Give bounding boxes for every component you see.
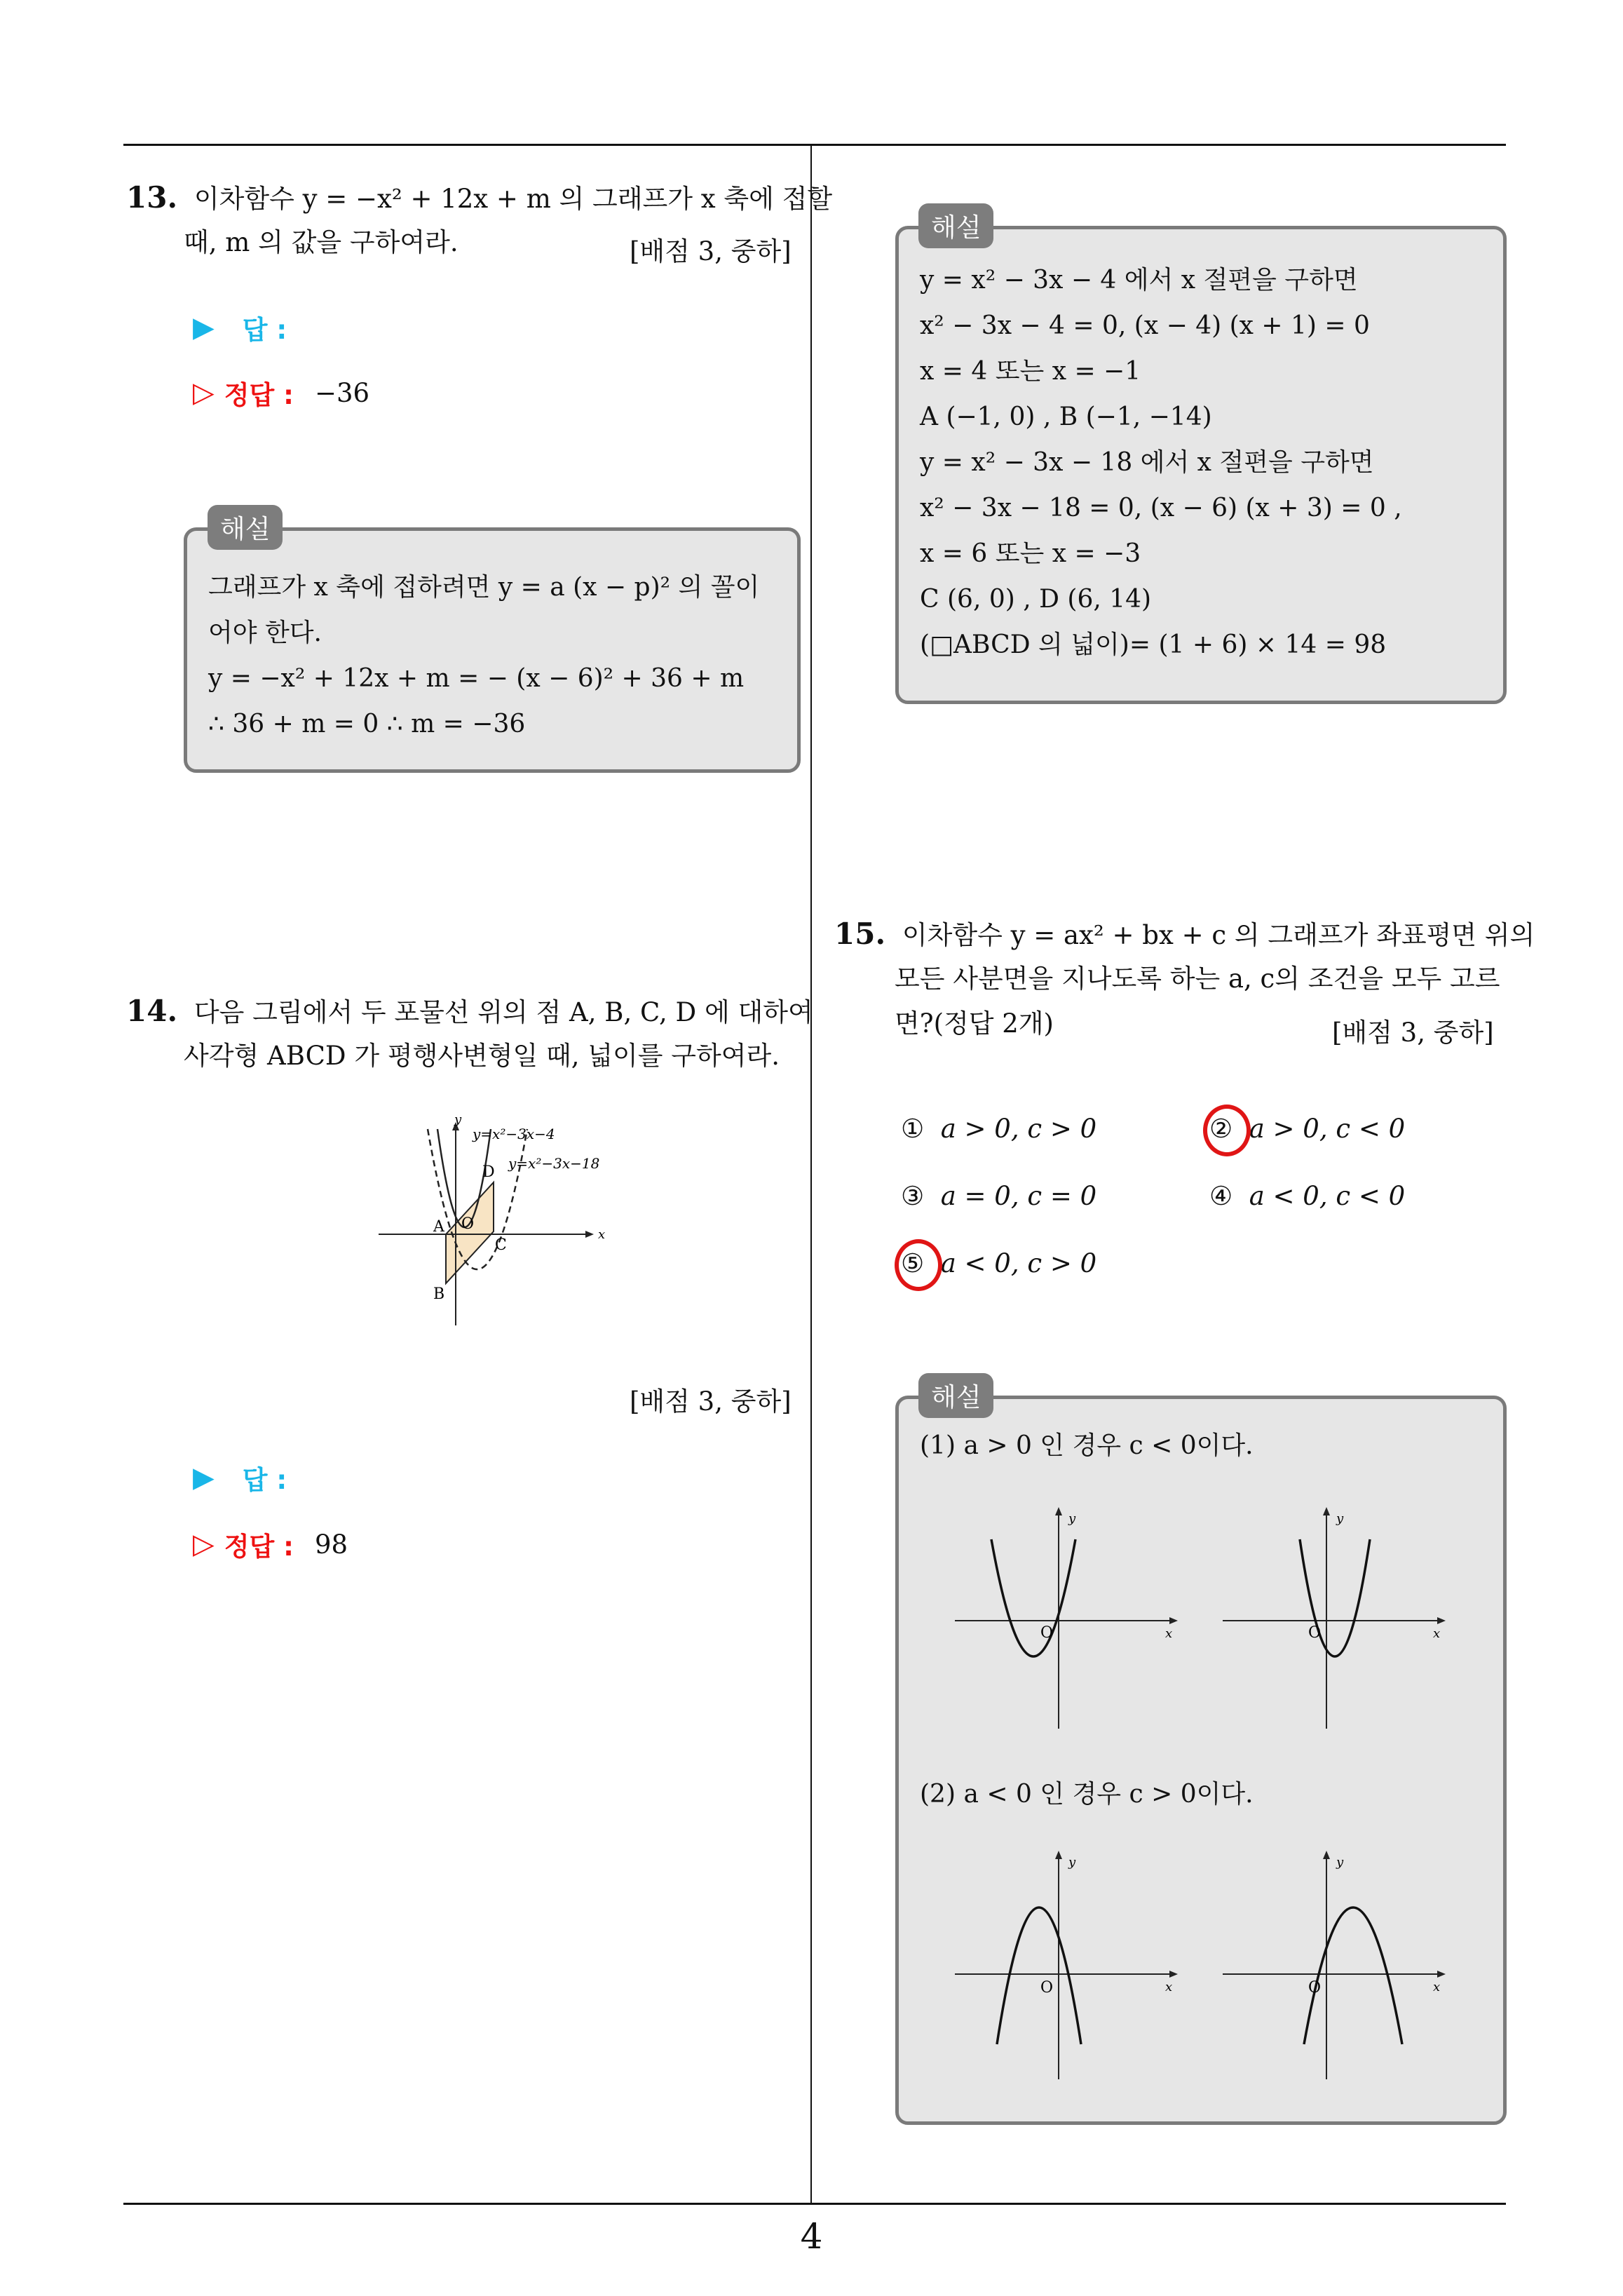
question-text-line1: 다음 그림에서 두 포물선 위의 점 A, B, C, D 에 대하여 (193, 997, 813, 1027)
correct-value: −36 (314, 377, 370, 408)
explanation-line: A (−1, 0) , B (−1, −14) (920, 403, 1212, 431)
answer-label: 답 : (242, 315, 287, 345)
question-number: 13. (126, 180, 178, 215)
case-2-text: (2) a < 0 인 경우 c > 0이다. (920, 1780, 1254, 1809)
question-text-line1: 이차함수 y = ax² + bx + c 의 그래프가 좌표평면 위의 (902, 920, 1535, 950)
question-15 (834, 912, 1535, 958)
graph-origin-label: O (1040, 1624, 1054, 1642)
parabola-figure (365, 1115, 617, 1339)
choice-mark: ① (901, 1114, 925, 1144)
explanation-tag: 해설 (208, 505, 283, 550)
explanation-box (895, 1396, 1507, 2125)
fig-point-b: B (433, 1285, 445, 1303)
choice-text: a > 0, c < 0 (1249, 1114, 1406, 1144)
choice-3[interactable] (901, 1181, 1096, 1211)
explanation-line: y = x² − 3x − 4 에서 x 절편을 구하면 (920, 266, 1358, 295)
explanation-line: C (6, 0) , D (6, 14) (920, 585, 1152, 614)
downward-parabola-graph-1 (955, 1848, 1186, 2086)
explanation-line: x² − 3x − 18 = 0, (x − 6) (x + 3) = 0 , (920, 494, 1402, 522)
explanation-line: 어야 한다. (208, 619, 322, 647)
y-axis-arrow-icon (1055, 1507, 1062, 1515)
choice-mark: ② (1209, 1114, 1233, 1144)
explanation-tag: 해설 (918, 203, 993, 248)
graph-origin-label: O (1040, 1979, 1054, 1997)
fig-y-label: y (454, 1115, 462, 1127)
explanation-line: x = 4 또는 x = −1 (920, 357, 1141, 386)
fig-eq2: y=x²−3x−18 (508, 1155, 600, 1172)
y-axis-arrow-icon (1055, 1851, 1062, 1859)
explanation-line: 그래프가 x 축에 접하려면 y = a (x − p)² 의 꼴이 (208, 573, 760, 602)
explanation-tag: 해설 (918, 1373, 993, 1418)
fig-eq1: y=x²−3x−4 (473, 1126, 555, 1142)
fig-x-label: x (598, 1227, 606, 1242)
play-arrow-icon: ▶ (193, 1461, 215, 1494)
choice-mark: ③ (901, 1181, 925, 1211)
graph-x-label: x (1433, 1980, 1441, 1994)
graph-origin-label: O (1308, 1624, 1322, 1642)
selected-circle-icon (1203, 1105, 1251, 1156)
y-axis-arrow-icon (1323, 1507, 1330, 1515)
column-divider (810, 146, 812, 2203)
question-15-line3: 면?(정답 2개) (895, 1008, 1054, 1039)
question-15-line2: 모든 사분면을 지나도록 하는 a, c의 조건을 모두 고르 (895, 964, 1500, 994)
outline-arrow-icon: ▷ (193, 1528, 215, 1560)
graph-y-label: y (1068, 1511, 1076, 1526)
explanation-line: ∴ 36 + m = 0 ∴ m = −36 (208, 710, 526, 738)
correct-label: 정답 : (224, 380, 294, 410)
fig-point-a: A (433, 1218, 444, 1236)
upward-parabola-graph-1 (955, 1504, 1186, 1736)
x-axis-arrow-icon (1437, 1617, 1446, 1624)
explanation-box (184, 527, 801, 773)
parabola-curve (991, 1539, 1075, 1656)
choice-mark: ⑤ (901, 1248, 925, 1278)
score-label: [배점 3, 중하] (1332, 1018, 1494, 1048)
graph-y-label: y (1068, 1855, 1076, 1870)
graph-x-label: x (1165, 1980, 1173, 1994)
bottom-rule (123, 2203, 1506, 2205)
parabola-curve (997, 1907, 1081, 2044)
graph-x-label: x (1433, 1626, 1441, 1641)
outline-arrow-icon: ▷ (193, 377, 215, 409)
fig-point-d: D (482, 1163, 495, 1181)
parallelogram-abcd (446, 1182, 494, 1283)
correct-value: 98 (314, 1529, 348, 1560)
choice-4[interactable] (1209, 1181, 1405, 1211)
score-label: [배점 3, 중하] (630, 1386, 792, 1417)
choice-1[interactable] (901, 1114, 1096, 1144)
correct-label: 정답 : (224, 1532, 294, 1562)
downward-parabola-graph-2 (1223, 1848, 1454, 2086)
y-axis-arrow-icon (1323, 1851, 1330, 1859)
top-rule (123, 144, 1506, 146)
question-14 (126, 989, 813, 1035)
page-number: 4 (800, 2216, 823, 2257)
choice-mark: ④ (1209, 1181, 1233, 1211)
question-13-line2: 때, m 의 값을 구하여라. (184, 227, 459, 257)
upward-parabola-graph-2 (1223, 1504, 1454, 1736)
question-number: 14. (126, 994, 178, 1028)
graph-origin-label: O (1308, 1979, 1322, 1997)
x-axis-arrow-icon (1169, 1971, 1178, 1978)
fig-origin-o: O (461, 1215, 475, 1233)
explanation-line: x = 6 또는 x = −3 (920, 539, 1141, 568)
parabola-curve (1304, 1907, 1402, 2044)
explanation-line: y = −x² + 12x + m = − (x − 6)² + 36 + m (208, 664, 745, 693)
choice-text: a > 0, c > 0 (940, 1114, 1097, 1144)
x-axis-arrow-icon (585, 1231, 594, 1238)
explanation-line: x² − 3x − 4 = 0, (x − 4) (x + 1) = 0 (920, 311, 1370, 340)
selected-circle-icon (895, 1239, 942, 1291)
question-14-line2: 사각형 ABCD 가 평행사변형일 때, 넓이를 구하여라. (184, 1041, 780, 1071)
graph-y-label: y (1336, 1855, 1344, 1870)
explanation-line: (□ABCD 의 넓이)= (1 + 6) × 14 = 98 (920, 630, 1387, 659)
play-arrow-icon: ▶ (193, 311, 215, 344)
question-13 (126, 175, 832, 222)
answer-label: 답 : (242, 1465, 287, 1495)
question-number: 15. (834, 917, 886, 951)
answer-row (193, 1459, 287, 1497)
choice-text: a < 0, c > 0 (940, 1248, 1097, 1278)
x-axis-arrow-icon (1169, 1617, 1178, 1624)
correct-answer-row (193, 1525, 348, 1563)
graph-y-label: y (1336, 1511, 1344, 1526)
question-text-line1: 이차함수 y = −x² + 12x + m 의 그래프가 x 축에 접할 (193, 184, 833, 214)
score-label: [배점 3, 중하] (630, 236, 792, 266)
graph-x-label: x (1165, 1626, 1173, 1641)
choice-text: a = 0, c = 0 (940, 1181, 1097, 1211)
case-1-text: (1) a > 0 인 경우 c < 0이다. (920, 1431, 1254, 1460)
choice-text: a < 0, c < 0 (1249, 1181, 1406, 1211)
correct-answer-row (193, 374, 369, 412)
explanation-line: y = x² − 3x − 18 에서 x 절편을 구하면 (920, 448, 1374, 477)
x-axis-arrow-icon (1437, 1971, 1446, 1978)
fig-point-c: C (495, 1236, 507, 1254)
explanation-box (895, 226, 1507, 704)
answer-row (193, 309, 287, 346)
